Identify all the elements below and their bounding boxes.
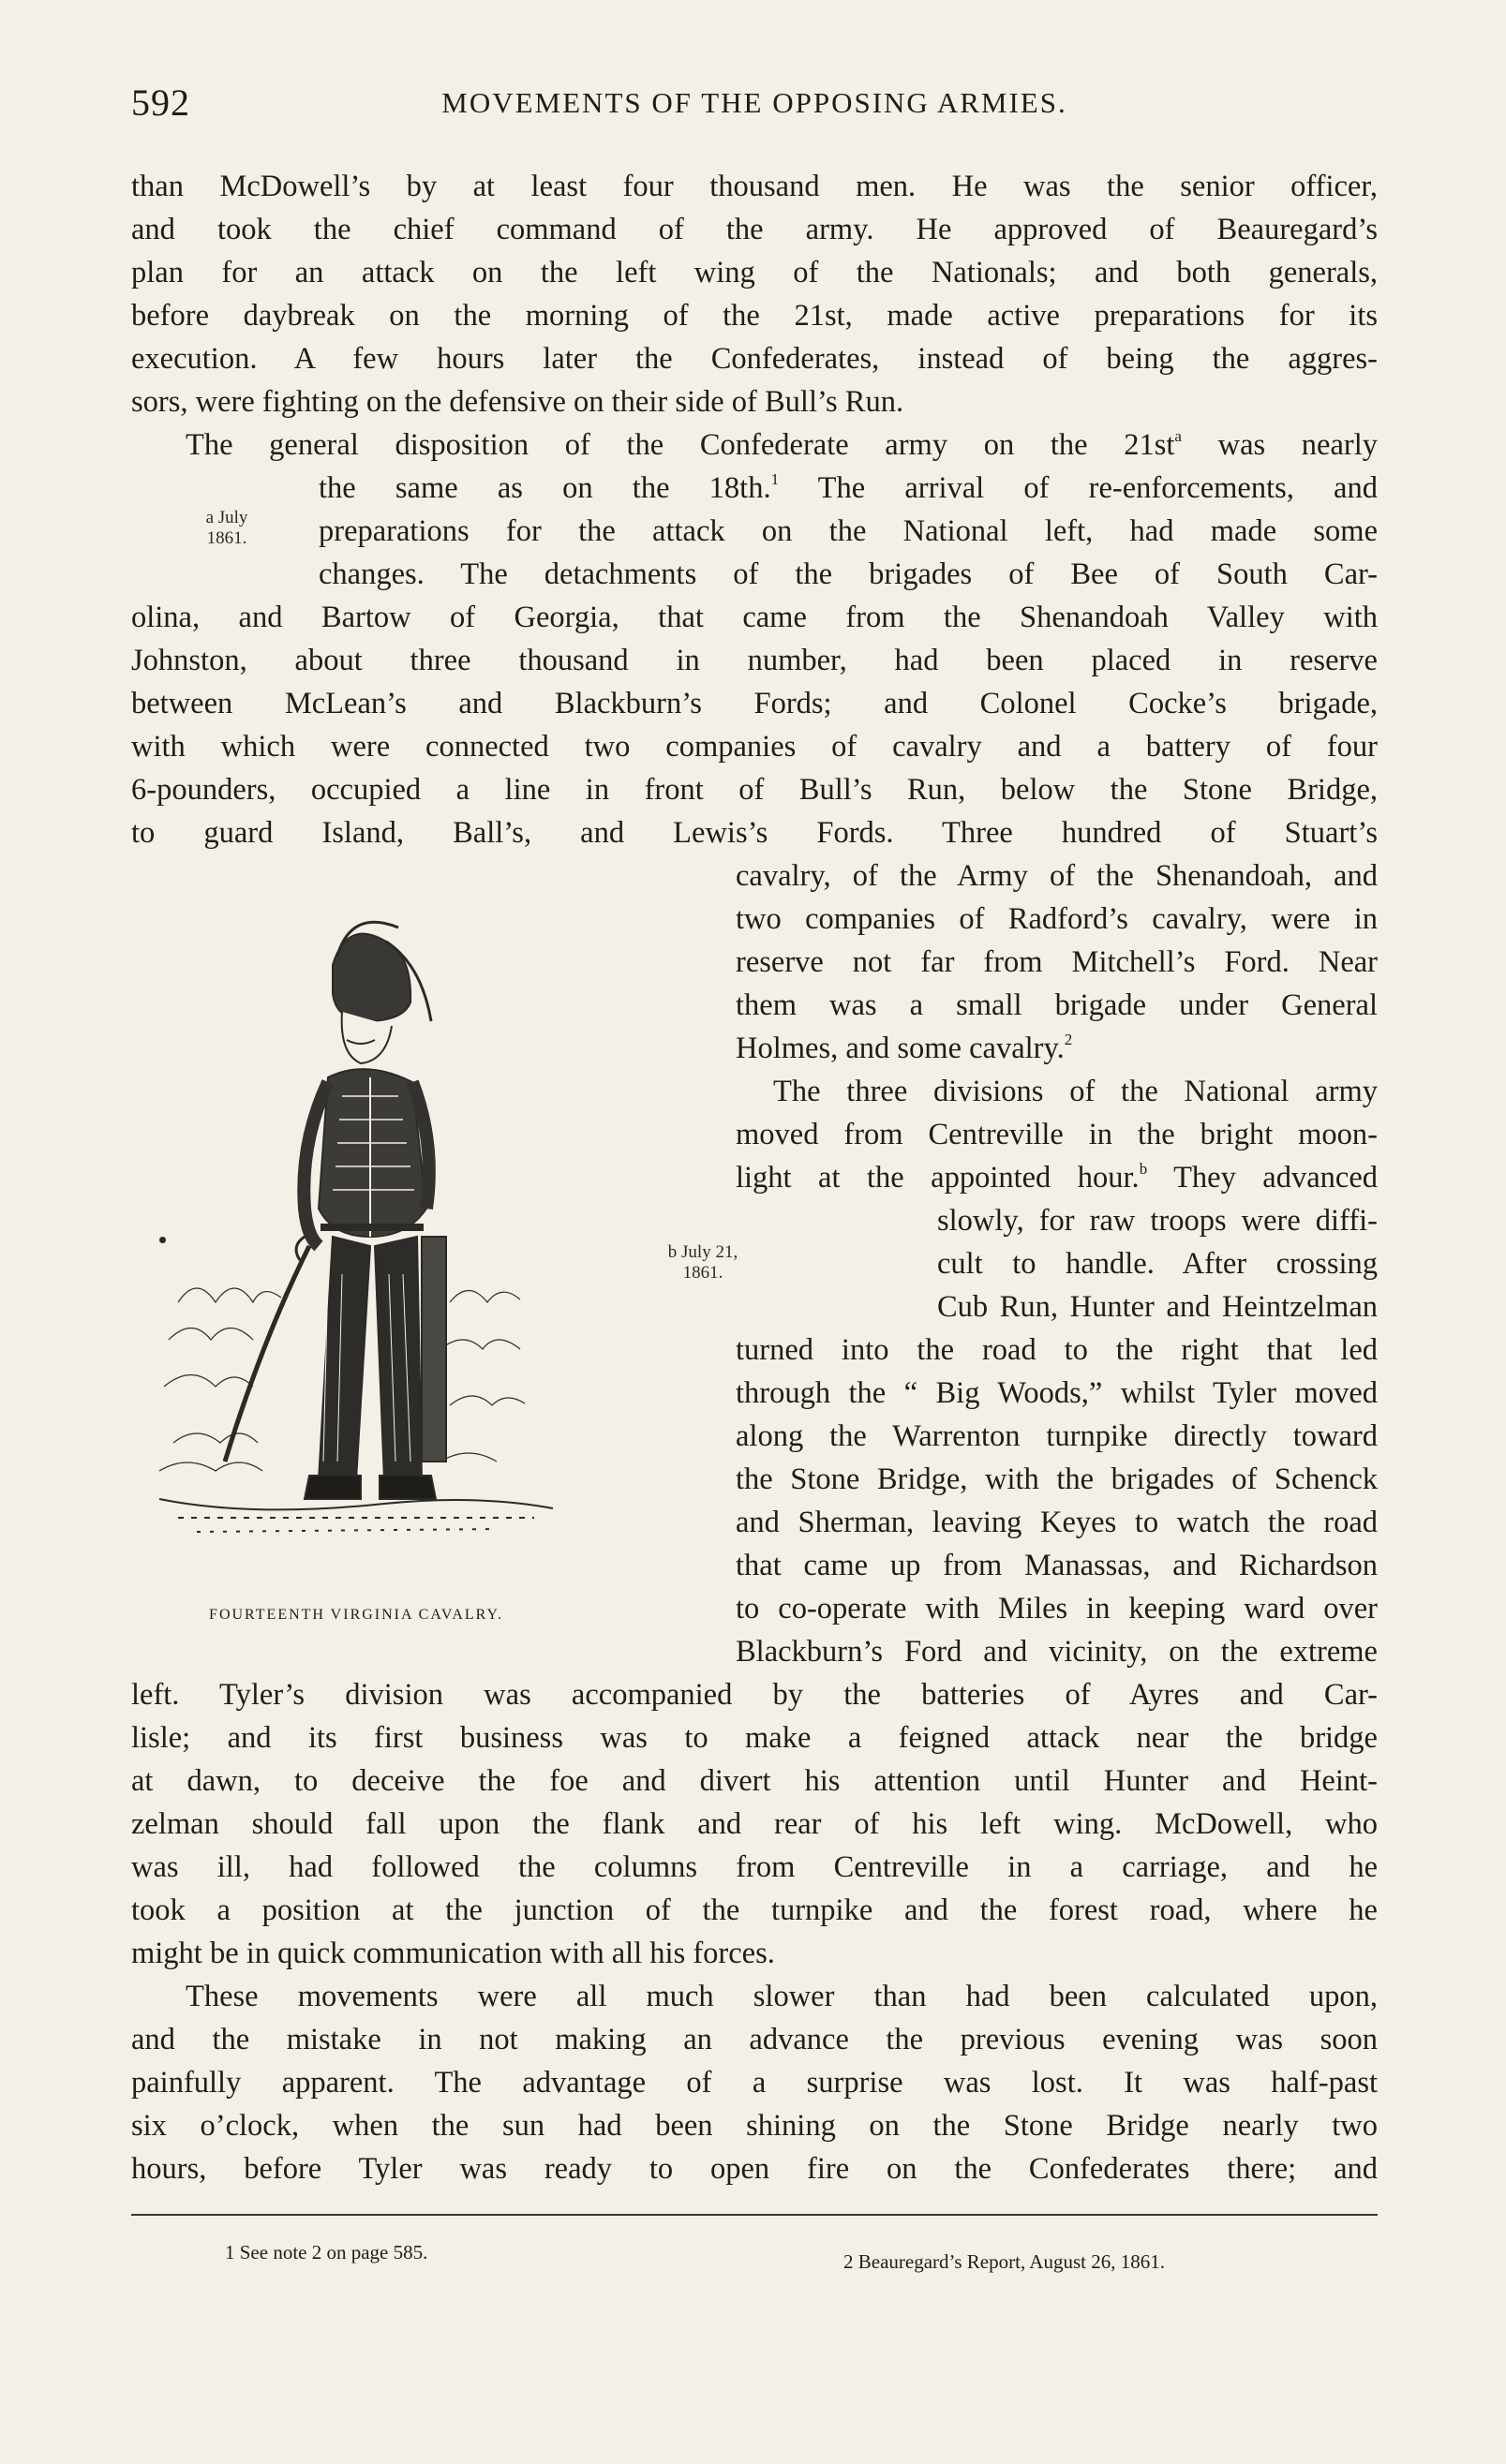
text-line: Cub Run, Hunter and Heintzelman xyxy=(937,1290,1378,1324)
text-line: olina, and Bartow of Georgia, that came from the Shenandoah Valley with xyxy=(131,601,1378,634)
text-line: slowly, for raw troops were diffi- xyxy=(937,1204,1378,1238)
running-head: MOVEMENTS OF THE OPPOSING ARMIES. xyxy=(441,86,1067,119)
text-line: lisle; and its first business was to make a feigned attack near the bridge xyxy=(131,1721,1378,1755)
footnote-ref-2: 2 xyxy=(1064,1031,1073,1048)
text-line: reserve not far from Mitchell’s Ford. Near xyxy=(736,945,1378,979)
page-header xyxy=(131,81,1378,127)
text-line: than McDowell’s by at least four thousand men. He was the senior officer, xyxy=(131,170,1378,203)
text-line: zelman should fall upon the flank and rear of his left wing. McDowell, who xyxy=(131,1807,1378,1841)
text-line: the Stone Bridge, with the brigades of Schenck xyxy=(736,1462,1378,1496)
text-line: The three divisions of the National army xyxy=(773,1075,1378,1108)
text-line: hours, before Tyler was ready to open fire on the Confederates there; and xyxy=(131,2152,1378,2186)
footnote-2: 2 Beauregard’s Report, August 26, 1861. xyxy=(843,2250,1165,2273)
text-line: sors, were fighting on the defensive on their side of Bull’s Run. xyxy=(131,385,904,419)
text-line: left. Tyler’s division was accompanied by the batteries of Ayres and Car- xyxy=(131,1678,1378,1712)
text-line: plan for an attack on the left wing of the Nationals; and both generals, xyxy=(131,256,1378,289)
text-line: along the Warrenton turnpike directly toward xyxy=(736,1419,1378,1453)
text-line: through the “ Big Woods,” whilst Tyler moved xyxy=(736,1376,1378,1410)
footnote-1: 1 See note 2 on page 585. xyxy=(225,2241,428,2264)
footnote-rule xyxy=(131,2214,1378,2216)
page-number: 592 xyxy=(131,82,190,124)
text-line: between McLean’s and Blackburn’s Fords; and Colonel Cocke’s brigade, xyxy=(131,687,1378,720)
text-line: might be in quick communication with all his forces. xyxy=(131,1937,775,1970)
text-line: light at the appointed hour.$^b$ They advanced xyxy=(736,1160,1378,1195)
footnote-ref-a: a xyxy=(1174,427,1182,445)
figure-caption: FOURTEENTH VIRGINIA CAVALRY. xyxy=(209,1607,503,1623)
text-line: and Sherman, leaving Keyes to watch the road xyxy=(736,1506,1378,1539)
text-line: to co-operate with Miles in keeping ward over xyxy=(736,1592,1378,1625)
text-line: turned into the road to the right that led xyxy=(736,1333,1378,1367)
text-line: and took the chief command of the army. He approved of Beauregard’s xyxy=(131,213,1378,246)
footnote-ref-1: 1 xyxy=(770,470,780,488)
text-line: the same as on the 18th.$^1$ The arrival of re-enforcements, and xyxy=(319,470,1378,505)
text-line: six o’clock, when the sun had been shining on the Stone Bridge nearly two xyxy=(131,2109,1378,2143)
text-line: Holmes, and some cavalry.$^2$ xyxy=(736,1031,1073,1065)
text-line: execution. A few hours later the Confederates, instead of being the aggres- xyxy=(131,342,1378,376)
text-line: preparations for the attack on the National left, had made some xyxy=(319,514,1378,548)
text-line: was ill, had followed the columns from Centreville in a carriage, and he xyxy=(131,1850,1378,1884)
text-line: 6-pounders, occupied a line in front of Bull’s Run, below the Stone Bridge, xyxy=(131,773,1378,807)
cavalryman-illustration xyxy=(141,899,590,1574)
text-line: painfully apparent. The advantage of a surprise was lost. It was half-past xyxy=(131,2066,1378,2100)
text-line: These movements were all much slower than had been calculated upon, xyxy=(186,1980,1378,2013)
text-line: to guard Island, Ball’s, and Lewis’s Fords. Three hundred of Stuart’s xyxy=(131,816,1378,850)
text-line: Blackburn’s Ford and vicinity, on the extreme xyxy=(736,1635,1378,1669)
text-line: changes. The detachments of the brigades of Bee of South Car- xyxy=(319,557,1378,591)
margin-note-a: a July 1861. xyxy=(205,508,248,548)
text-line: them was a small brigade under General xyxy=(736,988,1378,1022)
text-line: before daybreak on the morning of the 21st, made active preparations for its xyxy=(131,299,1378,333)
text-line: at dawn, to deceive the foe and divert his attention until Hunter and Heint- xyxy=(131,1764,1378,1798)
text-line: moved from Centreville in the bright moon- xyxy=(736,1118,1378,1151)
text-line: cavalry, of the Army of the Shenandoah, and xyxy=(736,859,1378,893)
margin-note-b: b July 21, 1861. xyxy=(667,1242,738,1283)
text-line: The general disposition of the Confederate army on the $21st^a$ was nearly xyxy=(186,427,1378,462)
footnote-ref-b: b xyxy=(1139,1160,1148,1178)
text-line: that came up from Manassas, and Richardson xyxy=(736,1549,1378,1582)
text-line: took a position at the junction of the turnpike and the forest road, where he xyxy=(131,1893,1378,1927)
text-line: cult to handle. After crossing xyxy=(937,1247,1378,1281)
text-line: Johnston, about three thousand in number, had been placed in reserve xyxy=(131,644,1378,677)
text-line: with which were connected two companies of cavalry and a battery of four xyxy=(131,730,1378,764)
text-line: and the mistake in not making an advance the previous evening was soon xyxy=(131,2023,1378,2056)
text-line: two companies of Radford’s cavalry, were in xyxy=(736,902,1378,936)
